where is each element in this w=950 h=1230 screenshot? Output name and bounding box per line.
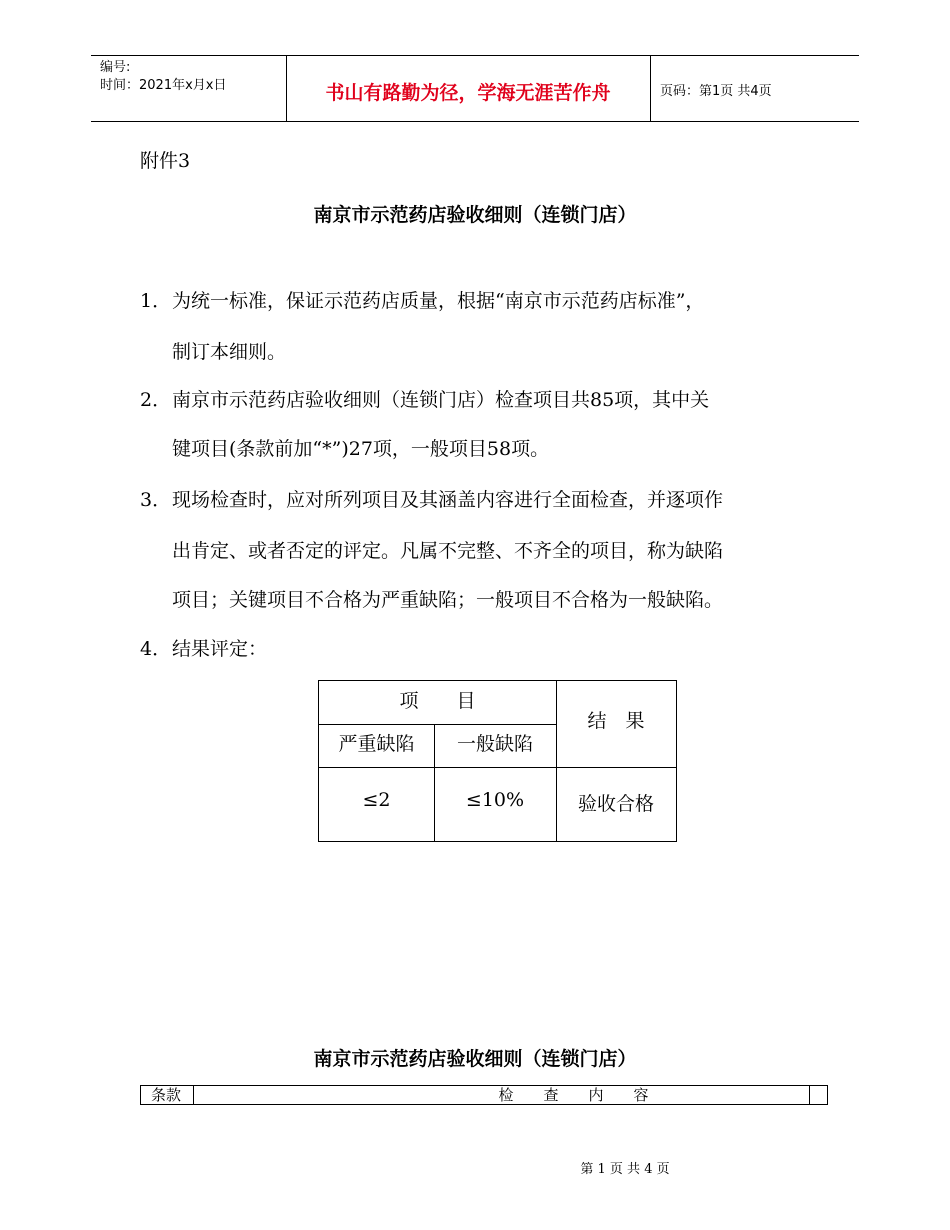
- item-number: 3．: [140, 489, 172, 511]
- item-line: 键项目(条款前加“*”)27项，一般项目58项。: [172, 438, 550, 460]
- item-line: 结果评定：: [172, 638, 268, 660]
- page-footer: 第 1 页 共 4 页: [580, 1162, 670, 1177]
- item-line: 为统一标准，保证示范药店质量，根据“南京市示范药店标准”，: [172, 290, 705, 312]
- item-line: 制订本细则。: [172, 341, 287, 363]
- header-motto: 书山有路勤为径，学海无涯苦作舟: [325, 82, 611, 104]
- item-line: 项目；关键项目不合格为严重缺陷；一般项目不合格为一般缺陷。: [172, 589, 724, 611]
- table-rule: [809, 1086, 810, 1104]
- table-rule: [319, 724, 556, 725]
- clause-table: [140, 1085, 828, 1105]
- annex-label: 附件3: [140, 150, 191, 172]
- table-rule: [193, 1086, 194, 1104]
- item-line: 出肯定、或者否定的评定。凡属不完整、不齐全的项目，称为缺陷: [172, 540, 724, 562]
- header-divider: [650, 55, 651, 122]
- section-title: 南京市示范药店验收细则（连锁门店）: [313, 1048, 637, 1070]
- header-meta: [100, 59, 226, 95]
- header-page-label: 页码：第1页 共4页: [660, 84, 772, 99]
- time-label: 时间：2021年x月x日: [100, 78, 227, 93]
- clause-column-header: 条款: [151, 1086, 182, 1104]
- item-line: 现场检查时，应对所列项目及其涵盖内容进行全面检查，并逐项作: [172, 489, 724, 511]
- table-rule: [556, 681, 557, 841]
- general-defect-header: 一般缺陷: [456, 733, 533, 755]
- item-number: 1．: [140, 290, 172, 312]
- number-label: 编号:: [100, 60, 131, 75]
- item-number: 2．: [140, 389, 172, 411]
- header-item-cell: 项 目: [399, 690, 476, 712]
- header-result-cell: 结 果: [587, 710, 645, 732]
- general-defect-value: ≤10%: [465, 789, 525, 811]
- document-title: 南京市示范药店验收细则（连锁门店）: [313, 204, 637, 226]
- result-value: 验收合格: [577, 793, 654, 815]
- serious-defect-header: 严重缺陷: [338, 733, 415, 755]
- result-table: [318, 680, 677, 842]
- item-number: 4．: [140, 638, 172, 660]
- content-column-header: 检 查 内 容: [498, 1086, 649, 1104]
- table-rule: [319, 767, 676, 768]
- item-line: 南京市示范药店验收细则（连锁门店）检查项目共85项，其中关: [172, 389, 710, 411]
- header-bottom-rule: [91, 121, 859, 122]
- header-top-rule: [91, 55, 859, 56]
- serious-defect-value: ≤2: [362, 789, 391, 811]
